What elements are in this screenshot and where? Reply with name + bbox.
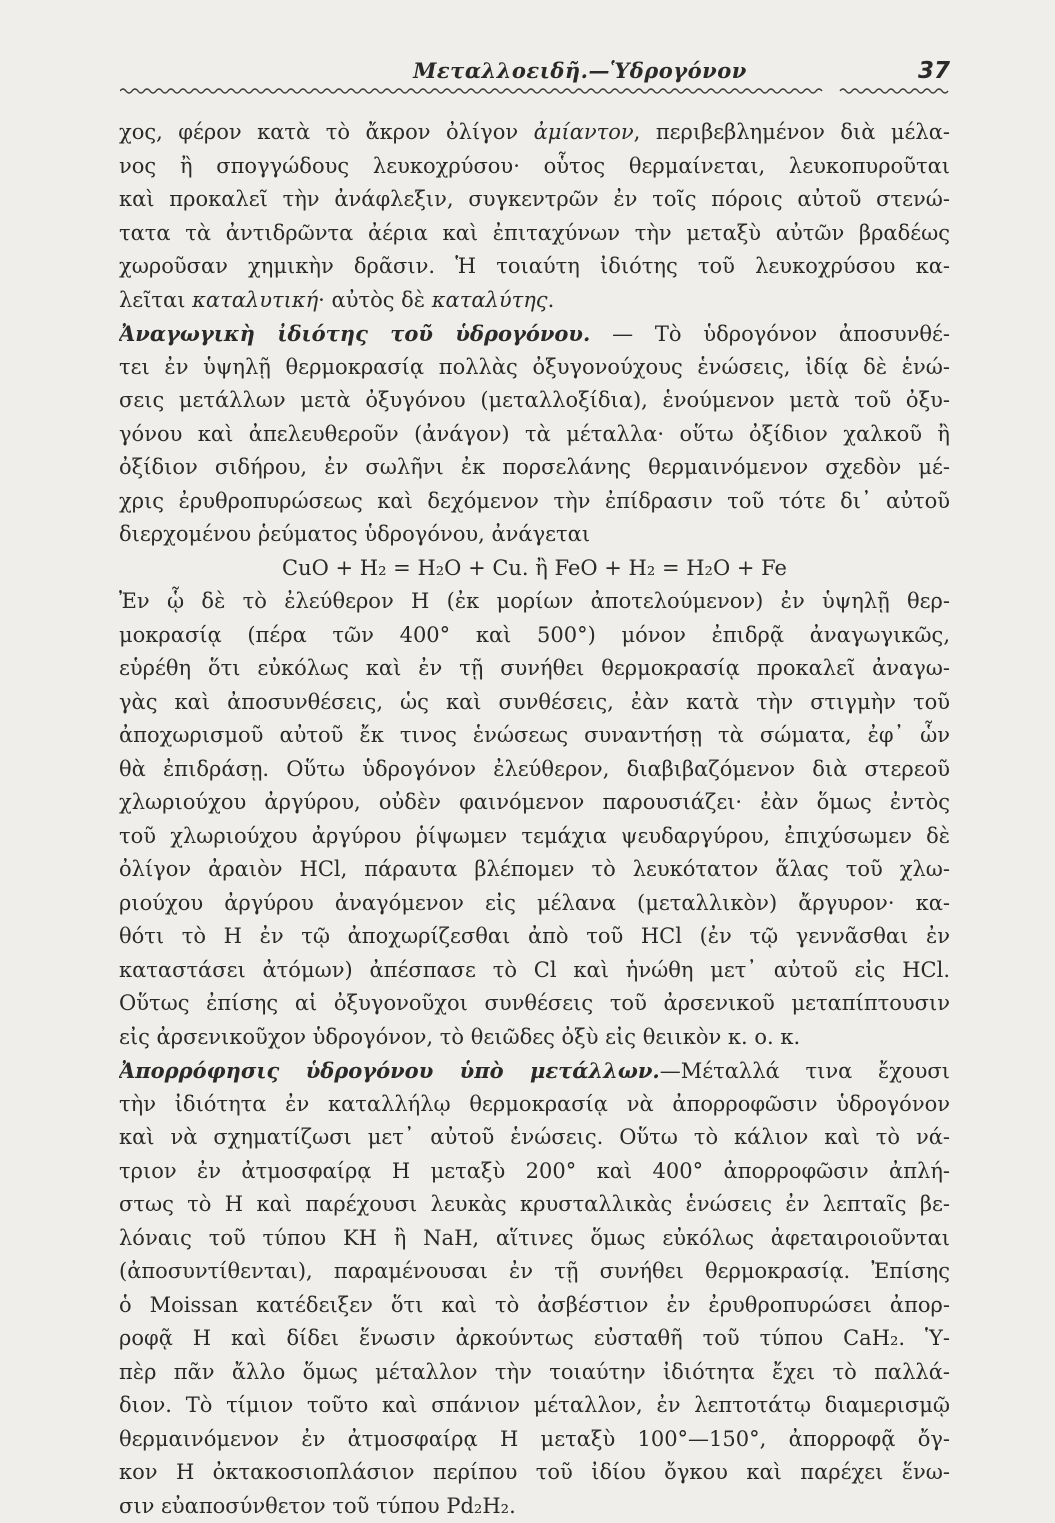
text-span: CuO + H₂ = H₂O + Cu. ἢ FeO + H₂ = H₂O + Fe (282, 556, 787, 580)
text-span: τατα τὰ ἀντιδρῶντα ἀέρια καὶ ἐπιταχύνων τὴν μεταξὺ αὐτῶν βραδέως (119, 221, 950, 245)
text-line (119, 1322, 950, 1356)
text-span: θερμαινόμενον ἐν ἀτμοσφαίρᾳ H μεταξὺ 100°—150°, ἀπορροφᾷ ὄγ- (119, 1427, 950, 1451)
text-line (119, 1188, 950, 1222)
running-title: Μεταλλοειδῆ.—Ὑδρογόνον (370, 58, 790, 83)
text-line (119, 451, 950, 485)
text-line (119, 820, 950, 854)
text-span: —Μέταλλά τινα ἔχουσι (660, 1059, 950, 1083)
text-span: σεις μετάλλων μετὰ ὀξυγόνου (μεταλλοξίδια), ἑνούμενον μετὰ τοῦ ὀξυ- (119, 388, 950, 412)
text-span: ὀξίδιον σιδήρου, ἐν σωλῆνι ἐκ πορσελάνης θερμαινόμενον σχεδὸν μέ- (119, 455, 950, 479)
text-span: ἀποχωρισμοῦ αὐτοῦ ἔκ τινος ἑνώσεως συναντήσῃ τὰ σώματα, ἐφ᾽ ὧν (119, 723, 950, 747)
text-span: μοκρασίᾳ (πέρα τῶν 400° καὶ 500°) μόνον ἐπιδρᾷ ἀναγωγικῶς, (119, 623, 950, 647)
text-span: εὑρέθη ὅτι εὐκόλως καὶ ἐν τῇ συνήθει θερμοκρασίᾳ προκαλεῖ ἀναγω- (119, 656, 950, 680)
text-span: θὰ ἐπιδράσῃ. Οὕτω ὑδρογόνον ἐλεύθερον, διαβιβαζόμενον διὰ στερεοῦ (119, 757, 950, 781)
text-line (119, 1021, 950, 1055)
text-line (119, 1222, 950, 1256)
text-line (119, 652, 950, 686)
text-span: · αὐτὸς δὲ (318, 288, 432, 312)
text-line (119, 1255, 950, 1289)
text-line (119, 150, 950, 184)
text-line (119, 920, 950, 954)
text-span: διερχομένου ῥεύματος ὑδρογόνου, ἀνάγεται (119, 522, 590, 546)
text-line (119, 1121, 950, 1155)
text-span: ὁ Moissan κατέδειξεν ὅτι καὶ τὸ ἀσβέστιον ἐν ἐρυθροπυρώσει ἀπορ- (119, 1293, 950, 1317)
text-line (119, 250, 950, 284)
text-line (119, 887, 950, 921)
text-line (119, 116, 950, 150)
text-span: ὀλίγον ἀραιὸν HCl, πάραυτα βλέπομεν τὸ λευκότατον ἅλας τοῦ χλω- (119, 857, 950, 881)
text-span: τριον ἐν ἀτμοσφαίρᾳ H μεταξὺ 200° καὶ 400° ἀπορροφῶσιν ἀπλή- (119, 1159, 950, 1183)
text-span: ροφᾷ H καὶ δίδει ἕνωσιν ἀρκούντως εὐσταθῆ τοῦ τύπου CaH₂. Ὑ- (119, 1326, 950, 1350)
text-span: χλωριούχου ἀργύρου, οὐδὲν φαινόμενον παρουσιάζει· ἐὰν ὅμως ἐντὸς (119, 790, 950, 814)
text-span: πὲρ πᾶν ἄλλο ὅμως μέταλλον τὴν τοιαύτην ἰδιότητα ἔχει τὸ παλλά- (119, 1360, 950, 1384)
text-span: γὰς καὶ ἀποσυνθέσεις, ὡς καὶ συνθέσεις, ἐὰν κατὰ τὴν στιγμὴν τοῦ (119, 690, 950, 714)
text-span: καὶ νὰ σχηματίζωσι μετ᾽ αὐτοῦ ἑνώσεις. Οὕτω τὸ κάλιον καὶ τὸ νά- (119, 1125, 950, 1149)
text-span: χρις ἐρυθροπυρώσεως καὶ δεχόμενον τὴν ἐπίδρασιν τοῦ τότε δι᾽ αὐτοῦ (119, 489, 950, 513)
italic-term: καταλυτική (192, 288, 318, 312)
text-span: (ἀποσυντίθενται), παραμένουσαι ἐν τῇ συνήθει θερμοκρασίᾳ. Ἐπίσης (119, 1259, 950, 1283)
text-line (119, 485, 950, 519)
text-line (119, 853, 950, 887)
text-line (119, 518, 950, 552)
text-span: κον H ὀκτακοσιοπλάσιον περίπου τοῦ ἰδίου ὄγκου καὶ παρέχει ἕνω- (119, 1460, 950, 1484)
text-span: Ἐν ᾧ δὲ τὸ ἐλεύθερον H (ἐκ μορίων ἀποτελούμενον) ἐν ὑψηλῇ θερ- (119, 589, 950, 613)
header-wavy-rule (120, 86, 950, 96)
text-line (119, 987, 950, 1021)
text-line (119, 1423, 950, 1457)
text-line (119, 1490, 950, 1523)
text-span: θότι τὸ H ἐν τῷ ἀποχωρίζεσθαι ἀπὸ τοῦ HCl (ἐν τῷ γεννᾶσθαι ἐν (119, 924, 950, 948)
text-line (119, 418, 950, 452)
text-line (119, 1088, 950, 1122)
italic-term: ἀμίαντον (534, 120, 634, 144)
text-span: τοῦ χλωριούχου ἀργύρου ῥίψωμεν τεμάχια ψευδαργύρου, ἐπιχύσωμεν δὲ (119, 824, 950, 848)
text-line (119, 954, 950, 988)
text-span: γόνου καὶ ἀπελευθεροῦν (ἀνάγον) τὰ μέταλλα· οὕτω ὀξίδιον χαλκοῦ ἢ (119, 422, 950, 446)
text-line (119, 786, 950, 820)
text-line (119, 585, 950, 619)
text-line (119, 1155, 950, 1189)
text-line (119, 384, 950, 418)
text-span: νος ἢ σπογγώδους λευκοχρύσου· οὗτος θερμαίνεται, λευκοπυροῦται (119, 154, 950, 178)
text-span: εἰς ἀρσενικοῦχον ὑδρογόνον, τὸ θειῶδες ὀξὺ εἰς θειικὸν κ. ο. κ. (119, 1025, 800, 1049)
text-line (119, 753, 950, 787)
text-line (119, 1289, 950, 1323)
text-span: χος, φέρον κατὰ τὸ ἄκρον ὀλίγον (119, 120, 534, 144)
text-span: τὴν ἰδιότητα ἐν καταλλήλῳ θερμοκρασίᾳ νὰ ἀπορροφῶσιν ὑδρογόνον (119, 1092, 950, 1116)
italic-term: καταλύτης (432, 288, 548, 312)
text-span: λεῖται (119, 288, 192, 312)
text-line (119, 1456, 950, 1490)
text-span: καὶ προκαλεῖ τὴν ἀνάφλεξιν, συγκεντρῶν ἐν τοῖς πόροις αὐτοῦ στενώ- (119, 187, 950, 211)
equation-line (119, 552, 950, 586)
page-number: 37 (918, 58, 950, 84)
text-span: καταστάσει ἀτόμων) ἀπέσπασε τὸ Cl καὶ ἡνώθη μετ᾽ αὐτοῦ εἰς HCl. (119, 958, 950, 982)
running-head (120, 58, 950, 94)
text-span: διον. Τὸ τίμιον τοῦτο καὶ σπάνιον μέταλλον, ἐν λεπτοτάτῳ διαμερισμῷ (119, 1393, 950, 1417)
text-line (119, 351, 950, 385)
section-heading: Ἀπορρόφησις ὑδρογόνου ὑπὸ μετάλλων. (119, 1058, 660, 1083)
text-span: Οὕτως ἐπίσης αἱ ὀξυγονοῦχοι συνθέσεις τοῦ ἀρσενικοῦ μεταπίπτουσιν (119, 991, 950, 1015)
text-line (119, 317, 950, 351)
text-line (119, 686, 950, 720)
text-line (119, 619, 950, 653)
text-span: — Τὸ ὑδρογόνον ἀποσυνθέ- (590, 322, 950, 346)
text-span: στως τὸ H καὶ παρέχουσι λευκὰς κρυσταλλικὰς ἑνώσεις ἐν λεπταῖς βε- (119, 1192, 950, 1216)
text-line (119, 217, 950, 251)
text-span: τει ἐν ὑψηλῇ θερμοκρασίᾳ πολλὰς ὀξυγονούχους ἑνώσεις, ἰδίᾳ δὲ ἑνώ- (119, 355, 950, 379)
text-span: σιν εὐαποσύνθετον τοῦ τύπου Pd₂H₂. (119, 1494, 516, 1518)
text-line (119, 719, 950, 753)
text-line (119, 284, 950, 318)
text-span: . (548, 288, 555, 312)
text-line (119, 183, 950, 217)
text-line (119, 1389, 950, 1423)
text-line (119, 1356, 950, 1390)
text-span: , περιβεβλημένον διὰ μέλα- (634, 120, 950, 144)
text-span: χωροῦσαν χημικὴν δρᾶσιν. Ἡ τοιαύτη ἰδιότης τοῦ λευκοχρύσου κα- (119, 254, 950, 278)
text-line (119, 1054, 950, 1088)
section-heading: Ἀναγωγικὴ ἰδιότης τοῦ ὑδρογόνου. (119, 321, 590, 346)
text-span: ριούχου ἀργύρου ἀναγόμενον εἰς μέλανα (μεταλλικὸν) ἄργυρον· κα- (119, 891, 950, 915)
text-span: λόναις τοῦ τύπου KH ἢ NaH, αἵτινες ὅμως εὐκόλως ἀφεταιροιοῦνται (119, 1226, 950, 1250)
body-text (119, 116, 950, 1523)
